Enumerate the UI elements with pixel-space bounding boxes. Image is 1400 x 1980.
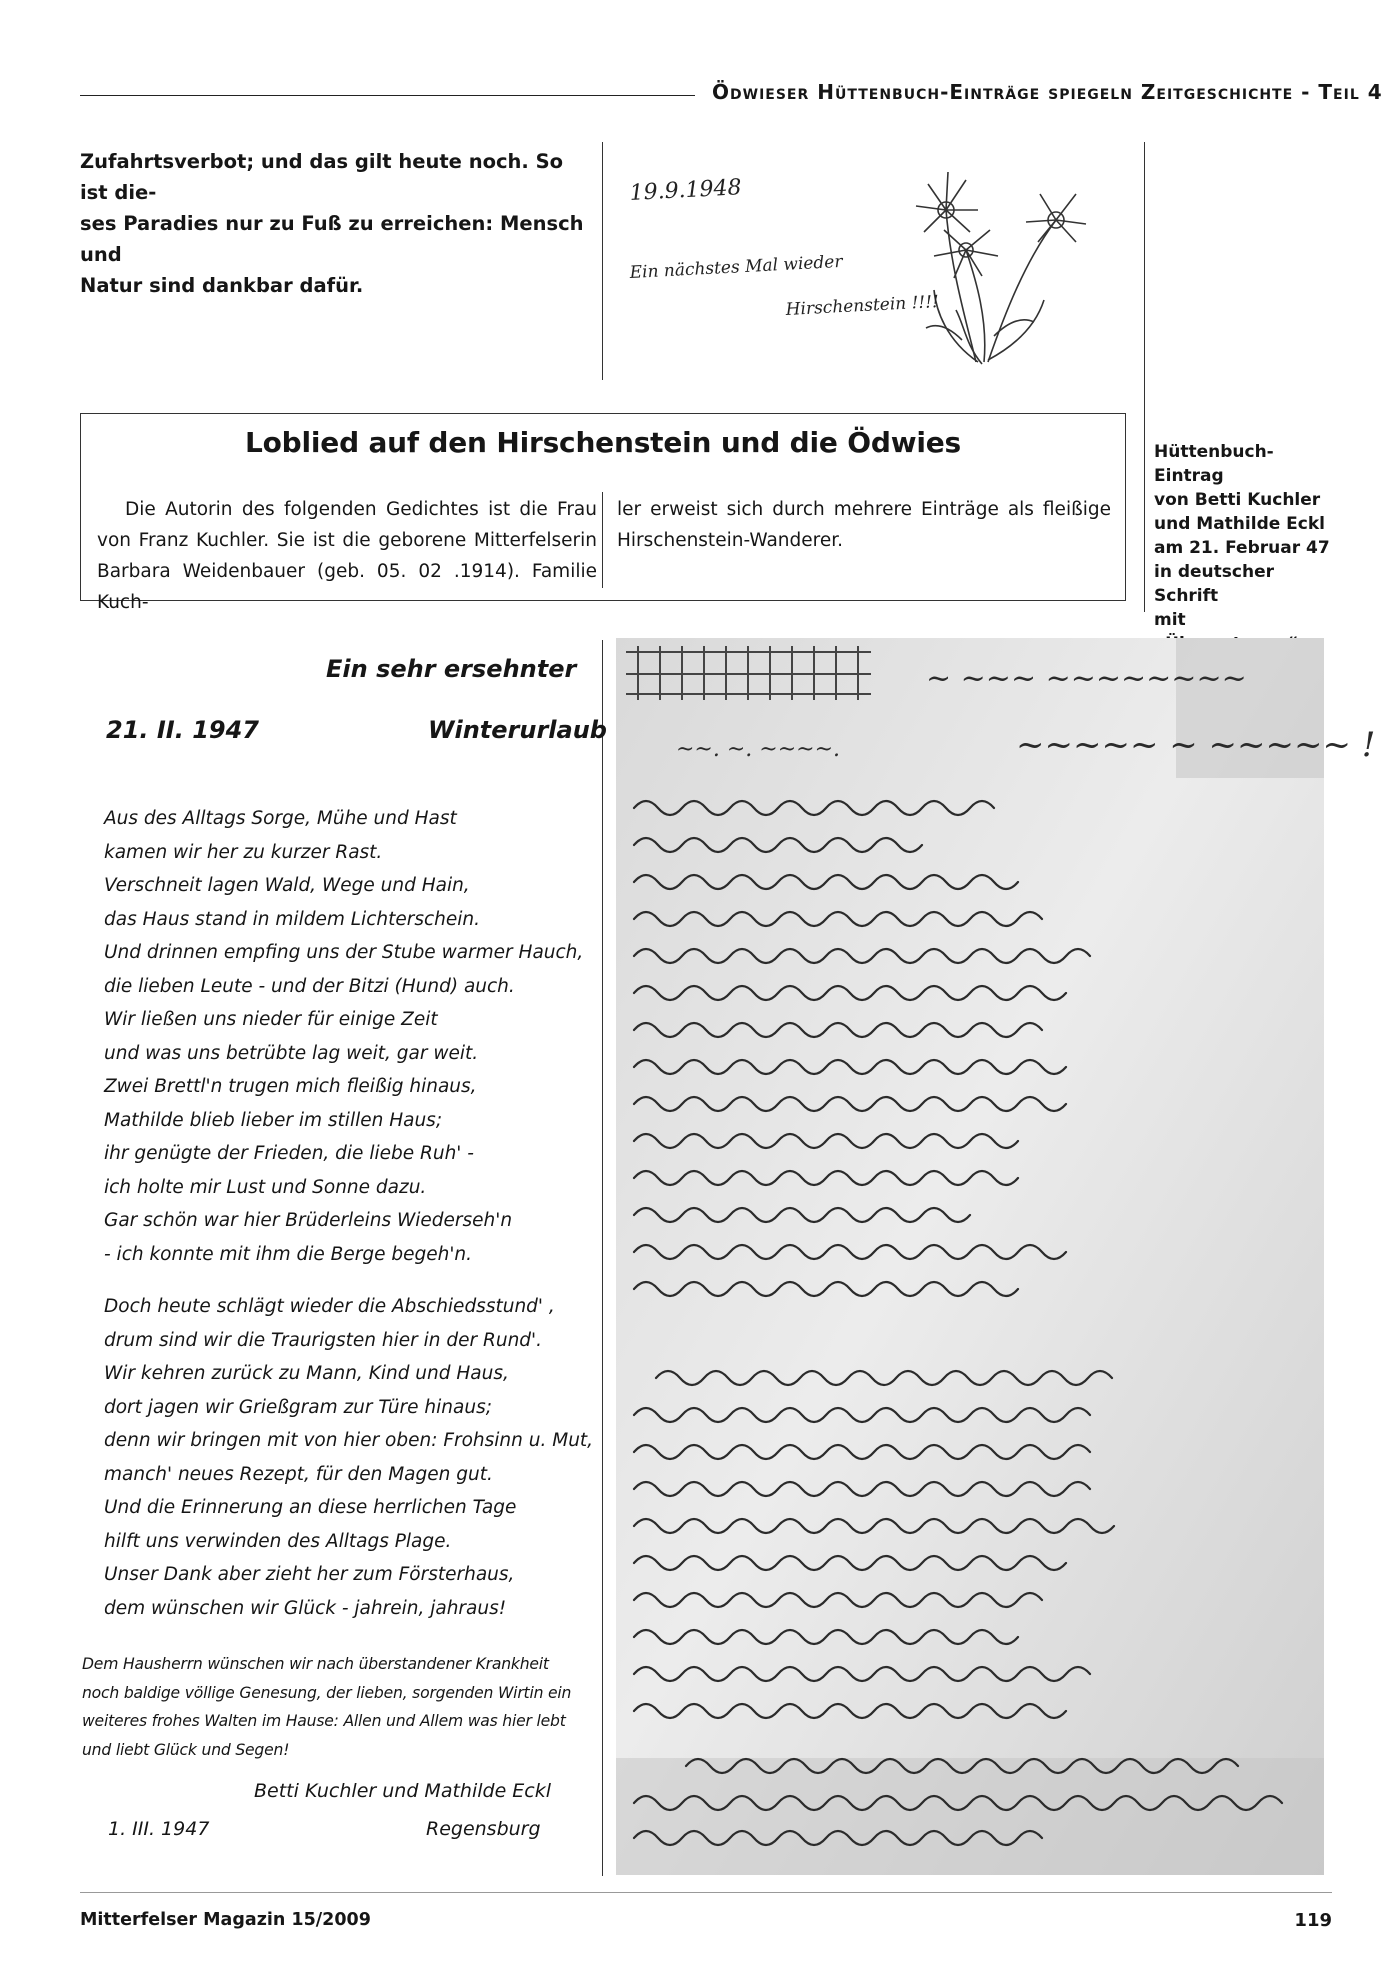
running-title: Ödwieser Hüttenbuch-Einträge spiegeln Zeitgeschichte - Teil 4: [712, 80, 1383, 104]
poem-line: Zwei Brettl'n trugen mich fleißig hinaus,: [104, 1076, 477, 1097]
caption-line: von Betti Kuchler: [1154, 490, 1321, 510]
signature-date: 1. III. 1947: [108, 1818, 210, 1840]
poem-line: das Haus stand in mildem Lichterschein.: [104, 908, 480, 930]
poem-line: - ich konnte mit ihm die Berge begeh'n.: [104, 1243, 473, 1265]
poem-divider: [602, 640, 603, 1876]
poem-line: hilft uns verwinden des Alltags Plage.: [104, 1530, 452, 1552]
intro-line: Zufahrtsverbot; und das gilt heute noch. So ist die-: [80, 150, 564, 204]
poem-line: die lieben Leute - und der Bitzi (Hund) auch.: [104, 975, 515, 997]
svg-text:~~. ~. ~~~~.: ~~. ~. ~~~~.: [676, 737, 841, 762]
poem-date: 21. II. 1947: [106, 716, 259, 744]
sketch-line-2: Hirschenstein !!!!: [785, 291, 940, 320]
intro-divider: [602, 142, 603, 380]
dedication-line: noch baldige völlige Genesung, der lieben, sorgenden Wirtin ein: [82, 1683, 572, 1702]
svg-text:~~~~~ ~ ~~~~~ !: ~~~~~ ~ ~~~~~ !: [1016, 725, 1376, 765]
poem-line: Verschneit lagen Wald, Wege und Hain,: [104, 875, 470, 896]
edelweiss-sketch-image: [616, 140, 1124, 376]
box-title: Loblied auf den Hirschenstein und die Ödwies: [244, 426, 962, 459]
caption-line: in deutscher Schrift: [1154, 562, 1274, 606]
poem-line: Unser Dank aber zieht her zum Försterhaus,: [104, 1564, 515, 1585]
intro-line: ses Paradies nur zu Fuß zu erreichen: Mensch und: [80, 212, 584, 266]
poem-line: Aus des Alltags Sorge, Mühe und Hast: [104, 808, 457, 829]
poem-signature: Betti Kuchler und Mathilde Eckl: [254, 1780, 552, 1802]
poem-line: kamen wir her zu kurzer Rast.: [104, 841, 383, 863]
poem-stanza-1: [104, 802, 584, 1271]
poem-line: Gar schön war hier Brüderleins Wiederseh'n: [104, 1210, 513, 1231]
poem-line: Wir ließen uns nieder für einige Zeit: [104, 1009, 438, 1030]
header-rule: [80, 95, 695, 96]
page-number: 119: [1294, 1910, 1332, 1931]
poem-line: Und drinnen empfing uns der Stube warmer Hauch,: [104, 942, 584, 963]
caption-line: mit: [1154, 610, 1186, 630]
poem-stanza-2: [104, 1290, 594, 1625]
signature-place: Regensburg: [426, 1818, 541, 1840]
poem-line: Mathilde blieb lieber im stillen Haus;: [104, 1109, 443, 1131]
dedication-line: weiteres frohes Walten im Hause: Allen und Allem was hier lebt: [82, 1712, 566, 1730]
magazine-issue: Mitterfelser Magazin 15/2009: [80, 1910, 371, 1930]
footer-rule: [80, 1892, 1332, 1893]
box-text-right: ler erweist sich durch mehrere Einträge als fleißige Hirschenstein-Wanderer.: [617, 499, 1111, 551]
poem-dedication: [82, 1650, 592, 1764]
poem-line: manch' neues Rezept, für den Magen gut.: [104, 1463, 493, 1485]
caption-divider: [1144, 142, 1145, 612]
poem-heading: Ein sehr ersehnter: [326, 655, 577, 683]
caption-line: und Mathilde Eckl: [1154, 514, 1326, 534]
poem-line: Wir kehren zurück zu Mann, Kind und Haus,: [104, 1363, 509, 1384]
box-column-divider: [602, 492, 603, 588]
intro-text: [80, 146, 590, 301]
sketch-date: 19.9.1948: [629, 175, 743, 206]
svg-text:~ ~~~ ~~~~~~~~: ~ ~~~ ~~~~~~~~: [926, 661, 1247, 696]
poem-line: denn wir bringen mit von hier oben: Frohsinn u. Mut,: [104, 1430, 594, 1451]
poem-line: ich holte mir Lust und Sonne dazu.: [104, 1176, 427, 1198]
poem-line: drum sind wir die Traurigsten hier in der Rund'.: [104, 1329, 543, 1351]
poem-line: Und die Erinnerung an diese herrlichen Tage: [104, 1497, 517, 1518]
poem-subheading: Winterurlaub: [428, 716, 607, 744]
poem-line: und was uns betrübte lag weit, gar weit.: [104, 1042, 479, 1064]
dedication-line: und liebt Glück und Segen!: [82, 1740, 290, 1759]
box-text-left: Die Autorin des folgenden Gedichtes ist die Frau von Franz Kuchler. Sie ist die geborene Mitterfelserin Barbara Weidenbauer (geb. 05. 02 .1914). Familie Kuch-: [97, 499, 597, 613]
caption-line: am 21. Februar 47: [1154, 538, 1330, 558]
info-box: [80, 413, 1126, 613]
image-caption: [1154, 440, 1334, 656]
sketch-line-1: Ein nächstes Mal wieder: [629, 251, 843, 283]
poem-line: ihr genügte der Frieden, die liebe Ruh' -: [104, 1143, 474, 1164]
handwritten-guestbook-page-image: [616, 638, 1376, 1875]
dedication-line: Dem Hausherrn wünschen wir nach überstandener Krankheit: [82, 1655, 549, 1673]
intro-line: Natur sind dankbar dafür.: [80, 274, 364, 297]
poem-line: dem wünschen wir Glück - jahrein, jahraus!: [104, 1597, 507, 1619]
caption-line: Hüttenbuch-Eintrag: [1154, 442, 1274, 486]
poem-line: Doch heute schlägt wieder die Abschiedsstund' ,: [104, 1296, 555, 1317]
poem-line: dort jagen wir Grießgram zur Türe hinaus;: [104, 1396, 492, 1418]
